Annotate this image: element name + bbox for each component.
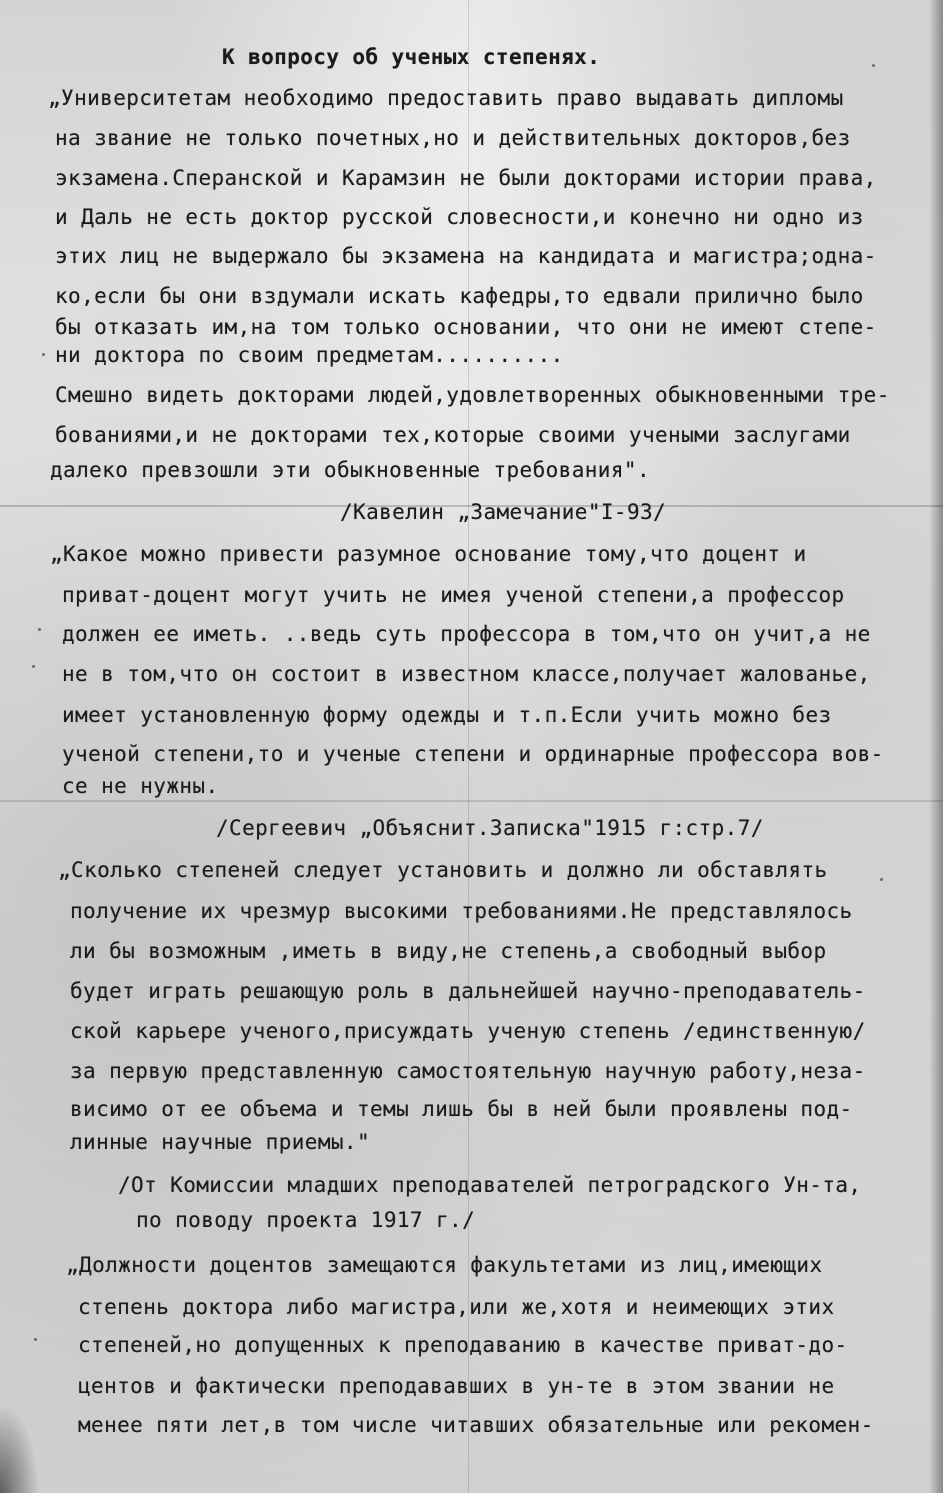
paper-edge-shadow <box>929 0 943 1493</box>
text-line: приват-доцент могут учить не имея ученой степени,а профессор <box>62 583 845 607</box>
text-line: далеко превзошли эти обыкновенные требования". <box>50 458 650 482</box>
text-line: степеней,но допущенных к преподаванию в качестве приват-до- <box>78 1333 848 1357</box>
ink-speck <box>34 1338 37 1341</box>
text-line: этих лиц не выдержало бы экзамена на кандидата и магистра;одна- <box>55 244 877 268</box>
ink-speck <box>872 64 875 67</box>
text-line: ской карьере ученого,присуждать ученую степень /единственную/ <box>70 1019 866 1043</box>
text-line: экзамена.Сперанской и Карамзин не были докторами истории права, <box>55 166 877 190</box>
ink-speck <box>38 628 41 631</box>
text-line: должен ее иметь. ..ведь суть профессора в том,что он учит,а не <box>62 622 871 646</box>
text-line: ни доктора по своим предметам.......... <box>55 343 564 367</box>
text-line: ученой степени,то и ученые степени и ординарные профессора вов- <box>62 742 884 766</box>
text-line: будет играть решающую роль в дальнейшей научно-преподаватель- <box>70 979 866 1003</box>
document-title: К вопросу об ученых степенях. <box>222 45 601 69</box>
text-line: менее пяти лет,в том числе читавших обязательные или рекомен- <box>78 1413 874 1437</box>
text-line: ли бы возможным ,иметь в виду,не степень,а свободный выбор <box>70 939 827 963</box>
text-line: „Сколько степеней следует установить и должно ли обставлять <box>58 858 828 882</box>
text-line: линные научные приемы." <box>70 1130 370 1154</box>
text-line: ко,если бы они вздумали искать кафедры,то едвали прилично было <box>55 284 864 308</box>
quote-source: по поводу проекта 1917 г./ <box>136 1208 476 1232</box>
text-line: „Должности доцентов замещаются факультетами из лиц,имеющих <box>66 1253 823 1277</box>
text-line: „Какое можно привести разумное основание тому,что доцент и <box>50 542 807 566</box>
text-line: бы отказать им,на том только основании, что они не имеют степе- <box>55 315 877 339</box>
quote-source: /От Комиссии младших преподавателей петроградского Ун-та, <box>118 1173 862 1197</box>
ink-speck <box>32 665 35 668</box>
text-line: висимо от ее объема и темы лишь бы в ней были проявлены под- <box>70 1097 853 1121</box>
text-line: на звание не только почетных,но и действительных докторов,без <box>55 126 851 150</box>
text-line: имеет установленную форму одежды и т.п.Если учить можно без <box>62 703 832 727</box>
text-line: степень доктора либо магистра,или же,хотя и неимеющих этих <box>78 1295 835 1319</box>
quote-source: /Сергеевич „Объяснит.Записка"1915 г:стр.7/ <box>216 816 764 840</box>
quote-source: /Кавелин „Замечание"I-93/ <box>340 500 667 524</box>
text-line: и Даль не есть доктор русской словесности,и конечно ни одно из <box>55 205 864 229</box>
text-line: бованиями,и не докторами тех,которые своими учеными заслугами <box>55 423 851 447</box>
text-line: се не нужны. <box>62 774 219 798</box>
text-line: „Университетам необходимо предоставить право выдавать дипломы <box>48 86 844 110</box>
paper-fold-line <box>0 800 943 802</box>
paper-corner-shadow <box>0 1403 40 1493</box>
ink-speck <box>880 878 883 881</box>
text-line: не в том,что он состоит в известном классе,получает жалованье, <box>62 662 871 686</box>
text-line: Смешно видеть докторами людей,удовлетворенных обыкновенными тре- <box>55 383 890 407</box>
ink-speck <box>42 353 45 356</box>
text-line: получение их чрезмур высокими требованиями.Не представлялось <box>70 899 853 923</box>
text-line: центов и фактически преподававших в ун-те в этом звании не <box>78 1374 835 1398</box>
text-line: за первую представленную самостоятельную научную работу,неза- <box>70 1059 866 1083</box>
